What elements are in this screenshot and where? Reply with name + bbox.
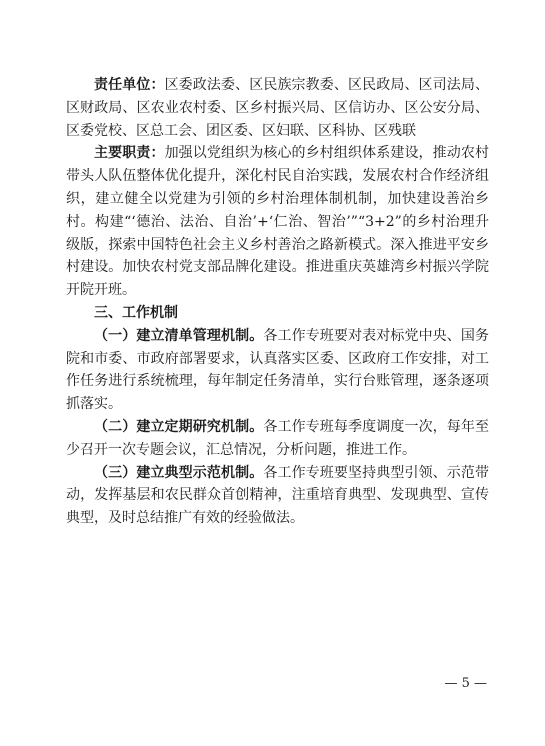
main-duties-paragraph <box>66 142 489 302</box>
responsible-units-paragraph <box>66 74 489 142</box>
mechanism-paragraph-2 <box>66 416 489 462</box>
mechanism-paragraph-1 <box>66 325 489 416</box>
mechanism-label-3: （三）建立典型示范机制。 <box>94 464 264 481</box>
mechanism-text-1: 各工作专班要对表对标党中央、国务院和市委、市政府部署要求，认真落实区委、区政府工作安排，对工作任务进行系统梳理，每年制定任务清单，实行台账管理，逐条逐项抓落实。 <box>66 327 490 413</box>
section-heading: 三、工作机制 <box>94 304 178 321</box>
mechanism-label-2: （二）建立定期研究机制。 <box>94 418 264 435</box>
responsible-units-text: 区委政法委、区民族宗教委、区民政局、区司法局、区财政局、区农业农村委、区乡村振兴局、区信访办、区公安分局、区委党校、区总工会、团区委、区妇联、区科协、区残联 <box>66 77 490 139</box>
main-duties-label: 主要职责： <box>94 145 165 162</box>
mechanism-paragraph-3 <box>66 462 489 530</box>
document-body <box>66 74 489 530</box>
mechanism-text-2: 各工作专班每季度调度一次，每年至少召开一次专题会议，汇总情况，分析问题，推进工作。 <box>66 418 490 458</box>
main-duties-text: 加强以党组织为核心的乡村组织体系建设，推动农村带头人队伍整体优化提升，深化村民自治实践，发展农村合作经济组织，建立健全以党建为引领的乡村治理体制机制，加快建设善治乡村。构建“‘德治、法治、自治’+‘仁治、智治’”“3+2”的乡村治理升级版，探索中国特色社会主义乡村善治之路新模式。深入推进平安乡村建设。加快农村党支部品牌化建设。推进重庆英雄湾乡村振兴学院开院开班。 <box>66 145 490 299</box>
mechanism-text-3: 各工作专班要坚持典型引领、示范带动，发挥基层和农民群众首创精神，注重培育典型、发现典型、宣传典型，及时总结推广有效的经验做法。 <box>66 464 490 527</box>
responsible-units-label: 责任单位： <box>94 77 165 93</box>
mechanism-label-1: （一）建立清单管理机制。 <box>94 327 264 344</box>
page-number: — 5 — <box>444 676 487 691</box>
